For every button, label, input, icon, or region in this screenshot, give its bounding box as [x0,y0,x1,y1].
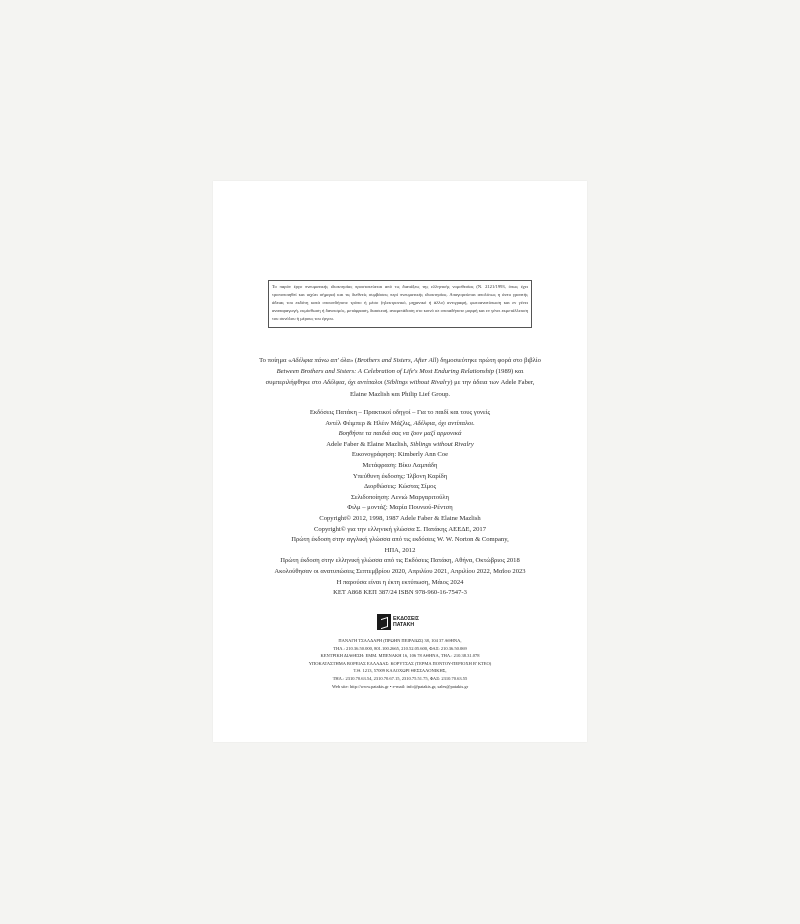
subtitle-line: Βοηθήστε τα παιδιά σας να ζουν μαζί αρμονικά [338,430,462,438]
illustration-credit: Εικονογράφηση: Kimberly Ann Coe [351,451,449,459]
publisher-logo-icon [377,614,391,630]
catalog-codes: ΚΕΤ Α868 ΚΕΠ 387/24 ISBN 978-960-16-7547-3 [333,589,467,597]
first-english-edition-place: ΗΠΑ, 2012 [384,546,416,554]
poem-note-text: » ( [349,357,358,364]
reprints-line: Ακολούθησαν οι ανατυπώσεις Σεπτεμβρίου 2020, Απριλίου 2021, Απριλίου 2022, Μαΐου 2023 [274,567,526,575]
book-title-english: Siblings without Rivalry [386,379,451,387]
logo-line-1: ΕΚΔΟΣΕΙΣ [393,616,419,622]
poem-note-text: (1989) και συμπεριλήφθηκε στο [265,368,524,387]
address-line: ΚΕΝΤΡΙΚΗ ΔΙΑΘΕΣΗ: ΕΜΜ. ΜΠΕΝΑΚΗ 16, 106 78 ΑΘΗΝΑ, ΤΗΛ.: 210.38.31.078 [320,653,480,659]
poem-title-english: Brothers and Sisters, After All [357,357,437,364]
publisher-logo-text [393,616,419,628]
copyright-notice-text: Το παρόν έργο πνευματικής ιδιοκτησίας προστατεύεται από τις διατάξεις της ελληνικής νομοθεσίας (Ν. 2121/1993, όπως έχει τροποποιηθεί και ισχύει σήμερα) και τις διεθνείς συμβάσεις περί πνευματικής ιδιοκτησίας. Απαγορεύεται απολύτως η άνευ γραπτής άδειας του εκδότη κατά οποιονδήποτε τρόπο ή μέσο (ηλεκτρονικό, μηχανικό ή άλλο) αντιγραφή, φωτοανατύπωση και εν γένει αναπαραγωγή, εκμίσθωση ή δανεισμός, μετάφραση, διασκευή, αναμετάδοση στο κοινό σε οποιαδήποτε μορφή και εν γένει εκμετάλλευση του συνόλου ή μέρους του έργου. [272,284,528,321]
copyright-notice-box [268,280,532,328]
book-page [213,181,587,742]
title-original: Siblings without Rivalry [410,440,474,448]
current-reprint-line: Η παρούσα είναι η έκτη εκτύπωση, Μάιος 2024 [336,578,464,586]
first-english-edition: Πρώτη έκδοση στην αγγλική γλώσσα από τις εκδόσεις W. W. Norton & Company, [291,536,509,544]
authors-greek: Αντέλ Φέιμπερ & Ηλέιν Μάζλις, [325,419,414,427]
address-line: ΥΠΟΚΑΤΑΣΤΗΜΑ ΒΟΡΕΙΑΣ ΕΛΛΑΔΑΣ: ΚΟΡΥΤΣΑΣ (ΤΕΡΜΑ ΠΟΝΤΟΥ-ΠΕΡΙΟΧΗ Β' ΚΤΕΟ) [308,660,492,666]
proofreading-credit: Διορθώσεις: Κώστας Σίμος [363,483,437,491]
poem-permission-note [258,355,542,400]
web-contact-line: Web site: http://www.patakis.gr • e-mail: info@patakis.gr, sales@patakis.gr [331,683,469,689]
book-credits [233,408,567,599]
translation-credit: Μετάφραση: Βίκυ Λαμπάδη [362,461,438,469]
poem-title-greek: Αδέλφια πάνω απ' όλα [291,357,350,364]
original-title-line [233,440,567,451]
series-line: Εκδόσεις Πατάκη – Πρακτικοί οδηγοί – Για το παιδί και τους γονείς [309,409,491,416]
address-line: ΤΗΛ.: 2310.70.63.54, 2310.70.67.15, 2310.75.51.75, ΦΑΞ: 2310.70.63.55 [332,675,468,681]
editor-credit: Υπεύθυνη έκδοσης: Ίλβονη Καρίδη [352,472,448,480]
film-credit: Φιλμ – μοντάζ: Μαρία Πουνιού-Ρέντση [347,504,453,512]
book-title-greek: Αδέλφια, όχι αντίπαλοι [322,379,383,387]
address-line: ΠΑΝΑΓΗ ΤΣΑΛΔΑΡΗ (ΠΡΩΗΝ ΠΕΙΡΑΙΩΣ) 38, 104 37 ΑΘΗΝΑ, [338,638,462,643]
source-book-title: Between Brothers and Sisters: A Celebration of Life's Most Enduring Relationship [276,368,495,376]
publisher-addresses [233,637,567,690]
title-greek: Αδέλφια, όχι αντίπαλοι. [413,419,475,427]
authors-title-line [233,419,567,430]
authors-original: Adele Faber & Elaine Mazlish, [326,440,411,448]
copyright-greek: Copyright© για την ελληνική γλώσσα Σ. Πατάκης ΑΕΕΔΕ, 2017 [313,525,486,533]
poem-note-text: Το ποίημα « [259,357,292,364]
poem-note-text: ) με την άδεια των Adele Faber, Elaine Mazlish και Philip Lief Group. [349,379,535,398]
publisher-logo [377,614,425,630]
layout-credit: Σελιδοποίηση: Λενιώ Μαργαριτούλη [350,493,449,501]
address-line: ΤΗΛ.: 210.36.50.000, 801.100.2665, 210.52.05.600, ΦΑΞ: 210.36.50.069 [333,645,467,651]
address-line: Τ.Θ. 1213, 57009 ΚΑΛΟΧΩΡΙ ΘΕΣΣΑΛΟΝΙΚΗΣ, [353,668,447,674]
logo-line-2: ΠΑΤΑΚΗ [393,622,415,628]
first-greek-edition: Πρώτη έκδοση στην ελληνική γλώσσα από τις Εκδόσεις Πατάκη, Αθήνα, Οκτώβριος 2018 [280,557,520,565]
poem-note-text: ( [382,379,387,387]
copyright-original: Copyright© 2012, 1998, 1987 Adele Faber & Elaine Mazlish [319,514,481,522]
poem-note-text: ) δημοσιεύτηκε πρώτη φορά στο βιβλίο [436,357,541,364]
